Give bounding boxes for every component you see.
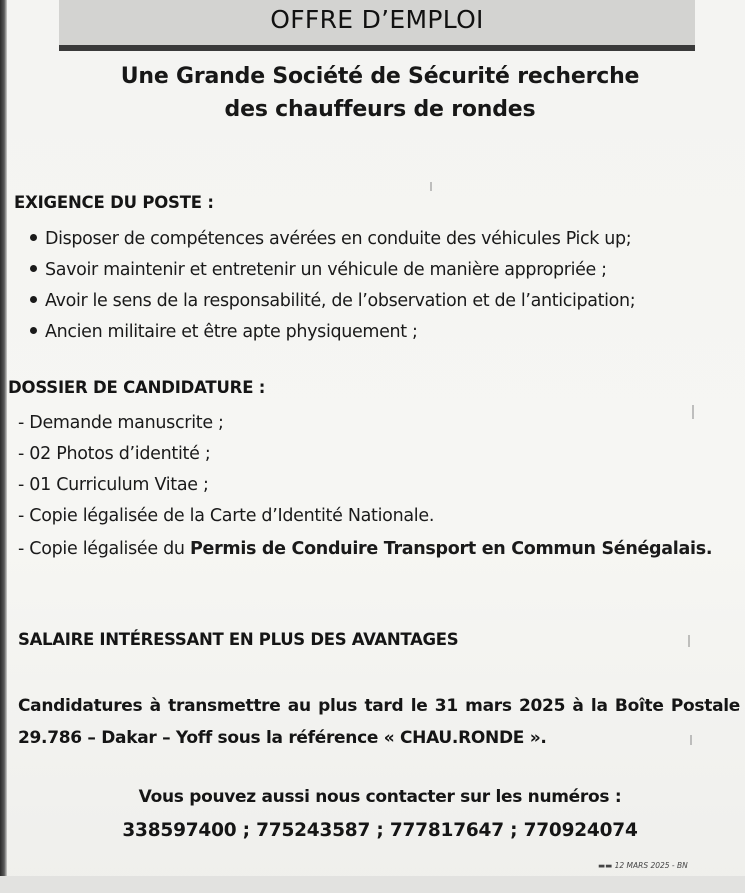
- requirements-heading: EXIGENCE DU POSTE :: [14, 193, 214, 212]
- paper-speck: [430, 182, 432, 191]
- list-item-text: Avoir le sens de la responsabilité, de l’observation et de l’anticipation;: [45, 291, 636, 311]
- page-title: OFFRE D’EMPLOI: [270, 5, 484, 34]
- list-item: [30, 224, 745, 255]
- license-requirement: [18, 534, 738, 564]
- list-item: [30, 317, 745, 348]
- deadline-paragraph: Candidatures à transmettre au plus tard le 31 mars 2025 à la Boîte Postale 29.786 – Dakar – Yoff sous la référence « CHAU.RONDE ».: [18, 696, 740, 748]
- license-name: Permis de Conduire Transport en Commun Sénégalais.: [189, 539, 713, 559]
- phone-numbers: 338597400 ; 775243587 ; 777817647 ; 770924074: [122, 820, 638, 841]
- list-item: - 02 Photos d’identité ;: [18, 444, 211, 464]
- list-item: - Demande manuscrite ;: [18, 413, 224, 433]
- paper-speck: [688, 635, 690, 647]
- publication-stamp: ▬▬ 12 MARS 2025 - BN: [598, 861, 688, 870]
- list-item-text: Disposer de compétences avérées en conduite des véhicules Pick up;: [45, 229, 632, 249]
- list-item: [30, 255, 745, 286]
- paper-speck: [692, 405, 694, 419]
- title-banner: [59, 0, 695, 51]
- bullet-icon: [30, 327, 37, 334]
- bullet-icon: [30, 265, 37, 272]
- list-item-text: Ancien militaire et être apte physiquement ;: [45, 322, 418, 342]
- bullet-icon: [30, 296, 37, 303]
- page-bottom-margin: [0, 876, 745, 893]
- paper-speck: [690, 735, 692, 745]
- list-item: - Copie légalisée de la Carte d’Identité Nationale.: [18, 506, 435, 526]
- list-item: [30, 286, 745, 317]
- bullet-icon: [30, 234, 37, 241]
- list-item: - 01 Curriculum Vitae ;: [18, 475, 209, 495]
- application-list: [18, 408, 743, 532]
- page-edge-shadow: [0, 0, 7, 893]
- application-heading: DOSSIER DE CANDIDATURE :: [8, 378, 266, 397]
- headline: [60, 60, 700, 126]
- headline-line-1: Une Grande Société de Sécurité recherche: [120, 64, 640, 89]
- headline-line-2: des chauffeurs de rondes: [224, 97, 536, 122]
- contact-intro: Vous pouvez aussi nous contacter sur les numéros :: [138, 787, 622, 807]
- list-item-text: Savoir maintenir et entretenir un véhicule de manière appropriée ;: [45, 260, 607, 280]
- salary-heading: SALAIRE INTÉRESSANT EN PLUS DES AVANTAGES: [18, 630, 459, 649]
- requirements-list: [30, 224, 745, 348]
- publication-date: 12 MARS 2025 - BN: [614, 861, 688, 870]
- license-prefix: - Copie légalisée du: [18, 539, 190, 559]
